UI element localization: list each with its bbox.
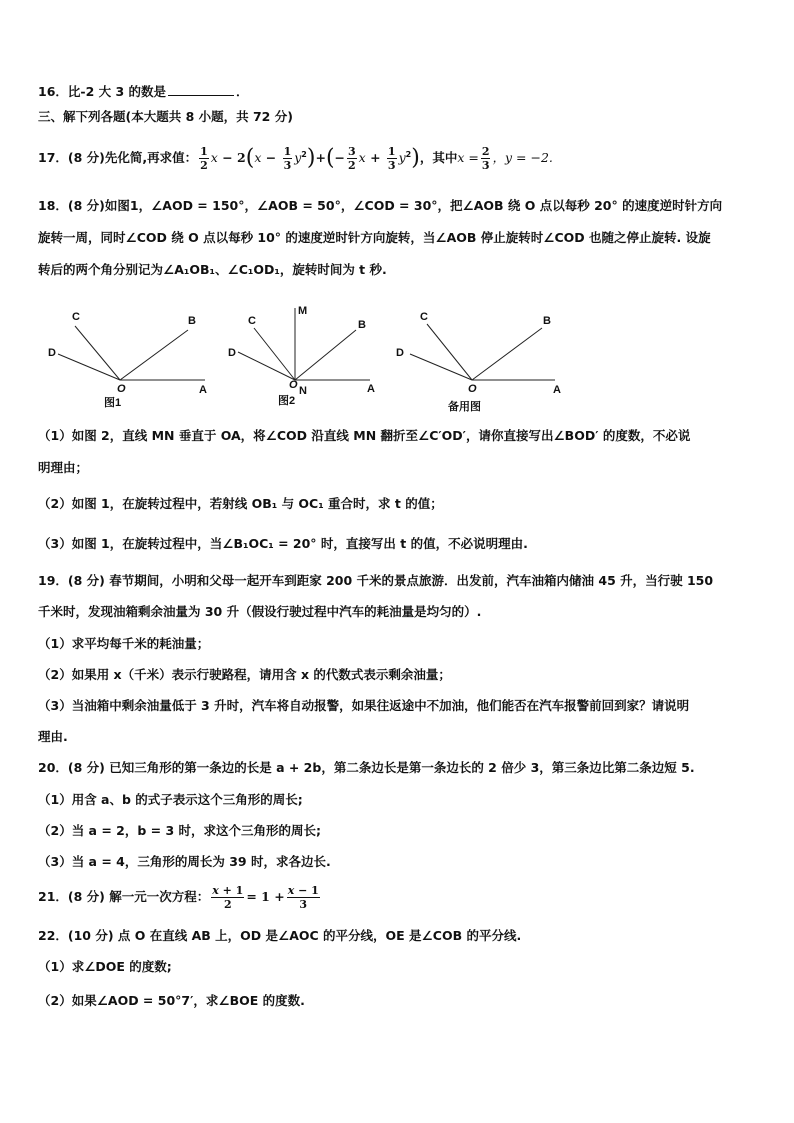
q18-sub1-line1: （1）如图 2，直线 MN 垂直于 OA，将∠COD 沿直线 MN 翻折至∠C′OD′，请你直接写出∠BOD′ 的度数，不必说 <box>38 428 691 443</box>
fig2-label-n: N <box>299 385 307 397</box>
q18-sub3: （3）如图 1，在旋转过程中，当∠B₁OC₁ = 20° 时，直接写出 t 的值，不必说明理由. <box>38 536 528 551</box>
q20-sub3: （3）当 a = 4，三角形的周长为 39 时，求各边长. <box>38 854 331 869</box>
q19-sub3-line1: （3）当油箱中剩余油量低于 3 升时，汽车将自动报警，如果往返途中不加油，他们能否在汽车报警前回到家？请说明 <box>38 698 690 713</box>
fig3-label-c: C <box>420 311 428 323</box>
fig3-label-b: B <box>543 315 551 327</box>
fig1-label-b: B <box>188 315 196 327</box>
q19-line2: 千米时，发现油箱剩余油量为 30 升（假设行驶过程中汽车的耗油量是均匀的）. <box>38 604 482 619</box>
q21-prefix: 21．(8 分) 解一元一次方程： <box>38 889 210 904</box>
fig1-label-o: O <box>117 383 126 395</box>
q20-sub1: （1）用含 a、b 的式子表示这个三角形的周长; <box>38 792 303 807</box>
fraction-one-half: $\frac{1}{2}$ <box>200 145 208 173</box>
fig1-label-c: C <box>72 311 80 323</box>
q18-line2: 旋转一周，同时∠COD 绕 O 点以每秒 10° 的速度逆时针方向旋转，当∠AOB 停止旋转时∠COD 也随之停止旋转. 设旋 <box>38 230 711 245</box>
fig2-label-c: C <box>248 315 256 327</box>
angle-figures <box>0 300 794 418</box>
fig3-label-o: O <box>468 383 477 395</box>
q22-sub1: （1）求∠DOE 的度数; <box>38 959 172 974</box>
q16-text: 16．比-2 大 3 的数是 <box>38 84 167 99</box>
q18-line3: 转后的两个角分别记为∠A₁OB₁、∠C₁OD₁，旋转时间为 t 秒. <box>38 262 387 277</box>
question-21 <box>38 880 322 914</box>
fraction-x-minus-1-over-3: $\frac{x - 1}{3}$ <box>287 884 319 911</box>
q19-sub1: （1）求平均每千米的耗油量； <box>38 636 210 651</box>
fraction-one-third-b: $\frac{1}{3}$ <box>387 145 396 173</box>
fraction-one-third: $\frac{1}{3}$ <box>283 145 292 173</box>
q20-line1: 20．(8 分) 已知三角形的第一条边的长是 a + 2b，第二条边长是第一条边长的 2 倍少 3，第三条边比第二条边短 5. <box>38 760 695 775</box>
fraction-two-thirds: $\frac{2}{3}$ <box>481 145 490 173</box>
fraction-three-halves: $\frac{3}{2}$ <box>348 145 356 173</box>
fig1-label-d: D <box>48 347 56 359</box>
q17-prefix: 17．(8 分)先化简,再求值： <box>38 150 198 166</box>
question-16 <box>38 83 249 100</box>
q17-y-part: ，y = −2. <box>492 150 553 166</box>
fig2-label-a: A <box>367 383 375 395</box>
fig3-label-a: A <box>553 384 561 396</box>
fig2-label-d: D <box>228 347 236 359</box>
q19-sub3-line2: 理由. <box>38 729 68 744</box>
fig2-caption: 图2 <box>278 395 296 407</box>
fig1-label-a: A <box>199 384 207 396</box>
q18-sub2: （2）如图 1，在旋转过程中，若射线 OB₁ 与 OC₁ 重合时，求 t 的值； <box>38 496 443 511</box>
fig3-caption: 备用图 <box>448 401 481 413</box>
question-17: 17．(8 分)先化简,再求值： $\frac{1}{2}$ x − 2(x − $\frac{1}{3}$ $y^2)+(-$ $\frac{3}{2}$ x + $\frac{1}{3}$ $y^2$)，其中x = $\frac{2}{3}$ ，y = −2. <box>38 145 553 173</box>
fig3-label-d: D <box>396 347 404 359</box>
q16-end: ． <box>236 84 249 99</box>
q17-x-label: x = <box>457 150 479 166</box>
q19-sub2: （2）如果用 x（千米）表示行驶路程，请用含 x 的代数式表示剩余油量； <box>38 667 451 682</box>
q21-equals: = 1 + <box>246 889 285 904</box>
fig2-label-o: O <box>289 379 298 391</box>
q19-line1: 19．(8 分) 春节期间，小明和父母一起开车到距家 200 千米的景点旅游．出发前，汽车油箱内储油 45 升，当行驶 150 <box>38 573 714 588</box>
fig1-caption: 图1 <box>104 397 122 409</box>
answer-blank[interactable] <box>168 83 234 96</box>
section-heading: 三、解下列各题(本大题共 8 小题，共 72 分) <box>38 109 293 124</box>
figure-2 <box>228 305 375 407</box>
q22-line1: 22．(10 分) 点 O 在直线 AB 上，OD 是∠AOC 的平分线，OE 是∠COB 的平分线. <box>38 928 522 943</box>
fig2-label-m: M <box>298 305 308 317</box>
q17-condition: ，其中 <box>419 150 458 166</box>
q18-line1: 18．(8 分)如图1，∠AOD = 150°，∠AOB = 50°，∠COD = 30°，把∠AOB 绕 O 点以每秒 20° 的速度逆时针方向 <box>38 198 723 213</box>
q18-sub1-line2: 明理由； <box>38 460 89 475</box>
q22-sub2: （2）如果∠AOD = 50°7′，求∠BOE 的度数. <box>38 993 305 1008</box>
figure-1 <box>48 311 207 409</box>
fraction-x-plus-1-over-2: $\frac{x + 1}{2}$ <box>212 884 244 911</box>
fig2-label-b: B <box>358 319 366 331</box>
q20-sub2: （2）当 a = 2，b = 3 时，求这个三角形的周长; <box>38 823 322 838</box>
figure-3 <box>396 311 561 413</box>
